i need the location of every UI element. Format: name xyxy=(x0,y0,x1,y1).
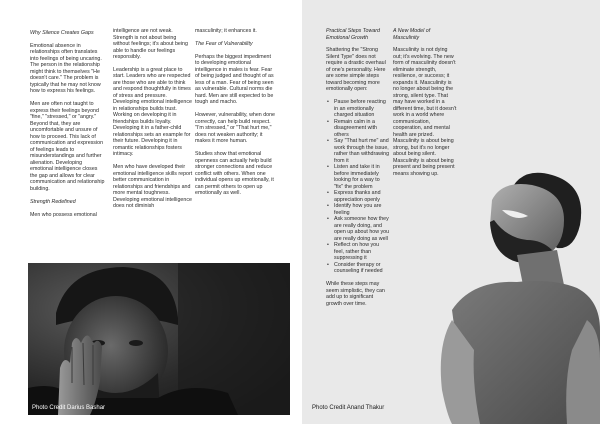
paragraph: Leadership is a great place to start. Leaders who are respected are those who are able to think and respond thoughtfully in times of stress and pressure. Developing emotional intelligence in relationships builds trust. Working on developing it in friendships builds loyalty. Developing it in a father-child relationships sets an example for their future. Developing it in romantic relationships fosters intimacy. xyxy=(113,66,192,158)
paragraph: Perhaps the biggest impediment to developing emotional intelligence in males is fear. Fear of being judged and thought of as less of a man. Fear of being seen as vulnerable. Cultural norms die hard. Men are still expected to be tough and macho. xyxy=(195,53,274,106)
list-item: • Ask someone how they are really doing, and open up about how you are really doing as well xyxy=(326,216,390,242)
paragraph: masculinity; it enhances it. xyxy=(195,28,257,34)
left-page xyxy=(0,0,298,424)
paragraph: However, vulnerability, when done correctly, can help build respect. "I'm stressed," or "That hurt me," does not weaken authority; it makes it more human. xyxy=(195,112,275,145)
left-column-3 xyxy=(195,28,275,203)
list-item: • Pause before reacting in an emotionally charged situation xyxy=(326,99,390,119)
section-heading: Practical Steps Toward Emotional Growth xyxy=(326,28,380,41)
paragraph: Studies show that emotional openness can actually help build stronger connections and reduce conflict with others. When one individual opens up emotionally, it can permit others to open up emotionally as well. xyxy=(195,151,274,197)
paragraph: Men who have developed their emotional intelligence skills report better communication in relationships and friendships and more mental toughness. Developing emotional intelligence does not diminish xyxy=(113,164,193,210)
paragraph: Masculinity is not dying out; it's evolving. The new form of masculinity doesn't eliminate strength, resilience, or success; it expands it. Masculinity is no longer about being the strong, silent type. That may have worked in a different time, but it doesn't work in a world where communication, cooperation, and mental health are prized. Masculinity is about being strong, but it's no longer about being silent. Masculinity is about being present and being present means showing up. xyxy=(393,47,457,177)
list-item: • Listen and take it in before immediately looking for a way to "fix" the problem xyxy=(326,164,390,190)
steps-list xyxy=(326,99,390,275)
list-item: • Remain calm in a disagreement with others xyxy=(326,119,390,139)
list-item: • Identify how you are feeling xyxy=(326,203,390,216)
paragraph: While these steps may seem simplistic, they can add up to significant growth over time. xyxy=(326,281,385,307)
paragraph: Shattering the "Strong Silent Type" does not require a drastic overhaul of one's personality. Here are some simple steps toward becoming more emotionally open: xyxy=(326,47,386,93)
list-item: • Express thanks and appreciation openly xyxy=(326,190,390,203)
section-heading: The Fear of Vulnerability xyxy=(195,40,253,47)
photo-man-hand-on-face xyxy=(28,263,290,415)
right-column-2 xyxy=(393,28,457,184)
paragraph: intelligence are not weak. Strength is not about being without feelings; it's about being able to handle our feelings responsibly. xyxy=(113,28,188,60)
photo-credit-right: Photo Credit Anand Thakur xyxy=(312,405,385,411)
left-column-2 xyxy=(113,28,193,216)
right-page xyxy=(302,0,600,424)
list-item: • Reflect on how you feel, rather than suppressing it xyxy=(326,242,390,262)
list-item: • Consider therapy or counseling if needed xyxy=(326,262,390,275)
paragraph: Men are often not taught to express their feelings beyond "fine," "stressed," or "angry." Beyond that, they are uncomfortable and unsure of how to proceed. This lack of communication and expression of feelings leads to misunderstandings and further alienation. Developing emotional intelligence closes the gap and allows for clear communication and relationship building. xyxy=(30,101,105,192)
photo-credit-left: Photo Credit Darius Bashar xyxy=(32,405,106,411)
section-heading: Strength Redefined xyxy=(30,198,76,205)
right-column-1 xyxy=(326,28,390,314)
section-heading: A New Model of Masculinity xyxy=(393,28,431,41)
list-item: • Say "That hurt me" and work through the issue, rather than withdrawing from it xyxy=(326,138,390,164)
paragraph: Men who possess emotional xyxy=(30,211,97,218)
paragraph: Emotional absence in relationships often translates into feelings of being uncaring. The person in the relationship might think to themselves "He doesn't care." The problem is typically that he may not know how to express his feelings. xyxy=(30,42,102,95)
left-column-1 xyxy=(30,30,106,224)
section-heading: Why Silence Creates Gaps xyxy=(30,30,94,36)
